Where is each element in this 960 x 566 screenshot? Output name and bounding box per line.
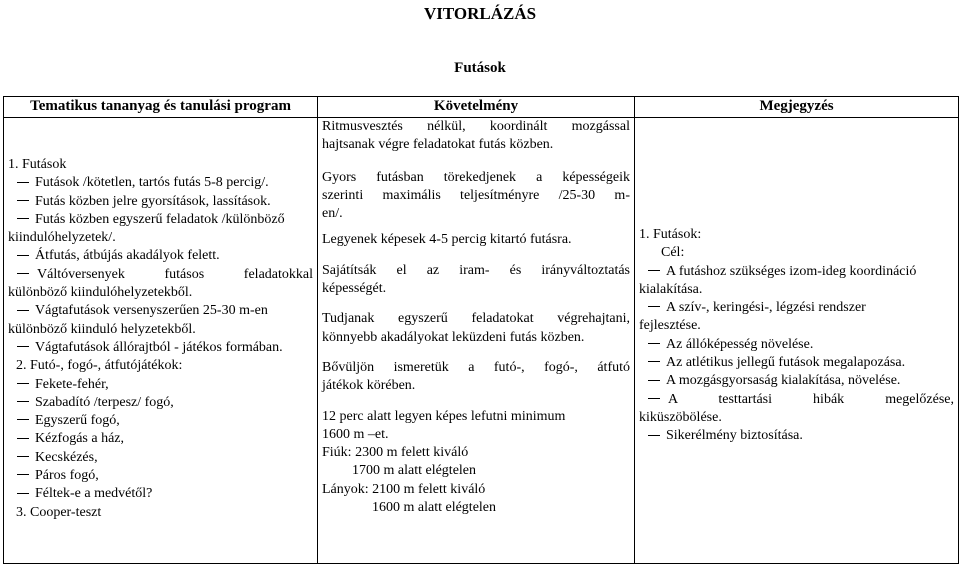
requirement-line: Bővüljön ismeretük a futó-, fogó-, átfutó <box>322 359 630 375</box>
header-note: Megjegyzés <box>635 97 959 118</box>
topic-item: Szabadító /terpesz/ fogó, <box>8 394 313 412</box>
header-topic: Tematikus tananyag és tanulási program <box>4 97 318 118</box>
note-cell <box>635 118 959 564</box>
topic-item: Kézfogás a ház, <box>8 430 313 448</box>
note-item: A testtartási hibák megelőzése, <box>639 391 954 409</box>
requirement-line: Tudjanak egyszerű feladatokat végrehajtani, <box>322 311 630 327</box>
dash-bullet-icon <box>17 200 29 201</box>
topic-item: Vágtafutások versenyszerűen 25-30 m-en <box>8 302 313 320</box>
topic-item: Vágtafutások állórajtból - játékos formában. <box>8 339 313 357</box>
dash-bullet-icon <box>648 435 660 436</box>
note-line: kiküszöbölése. <box>639 409 722 425</box>
dash-bullet-icon <box>648 361 660 362</box>
requirement-line: Lányok: 2100 m felett kiváló <box>322 481 486 497</box>
dash-bullet-icon <box>648 270 660 271</box>
note-item: Az állóképesség növelése. <box>639 336 954 354</box>
topic-item: Futások /kötetlen, tartós futás 5-8 percig/. <box>8 174 313 192</box>
dash-bullet-icon <box>17 456 29 457</box>
requirement-line: hajtsanak végre feladatokat futás közben. <box>322 137 554 153</box>
note-item: A szív-, keringési-, légzési rendszer <box>639 299 954 317</box>
dash-bullet-icon <box>648 398 660 399</box>
requirement-line: képességét. <box>322 281 387 297</box>
requirement-line: en/. <box>322 206 343 222</box>
dash-bullet-icon <box>17 493 29 494</box>
requirement-line: Legyenek képesek 4-5 percig kitartó futásra. <box>322 232 572 248</box>
requirement-line: 1600 m alatt elégtelen <box>372 500 497 516</box>
dash-bullet-icon <box>648 343 660 344</box>
requirement-line: Ritmusvesztés nélkül, koordinált mozgással <box>322 119 630 134</box>
dash-bullet-icon <box>17 383 29 384</box>
topic-line: 3. Cooper-teszt <box>16 504 102 520</box>
dash-bullet-icon <box>648 306 660 307</box>
requirement-cell <box>318 118 635 564</box>
curriculum-table <box>3 96 959 564</box>
note-line: 1. Futások: <box>639 227 702 242</box>
requirement-line: 12 perc alatt legyen képes lefutni minimum <box>322 408 566 424</box>
topic-line: 2. Futó-, fogó-, átfutójátékok: <box>16 358 183 374</box>
header-requirement: Követelmény <box>318 97 635 118</box>
note-line: Cél: <box>661 245 685 261</box>
note-line: fejlesztése. <box>639 318 701 334</box>
requirement-line: Sajátítsák el az iram- és irányváltoztatás <box>322 262 630 278</box>
topic-line: kiindulóhelyzetek/. <box>8 230 116 246</box>
dash-bullet-icon <box>17 401 29 402</box>
requirement-line: Fiúk: 2300 m felett kiváló <box>322 445 469 461</box>
note-item: Az atlétikus jellegű futások megalapozása. <box>639 354 954 372</box>
requirement-line: 1600 m –et. <box>322 426 389 442</box>
topic-item: Váltóversenyek futásos feladatokkal <box>8 266 313 284</box>
topic-item: Futás közben egyszerű feladatok /különböző <box>8 211 313 229</box>
requirement-line: szerinti maximális teljesítményre /25-30 m- <box>322 187 630 203</box>
note-item: Sikerélmény biztosítása. <box>639 427 954 445</box>
dash-bullet-icon <box>17 182 29 183</box>
dash-bullet-icon <box>17 310 29 311</box>
note-item: A mozgásgyorsaság kialakítása, növelése. <box>639 372 954 390</box>
dash-bullet-icon <box>17 346 29 347</box>
dash-bullet-icon <box>17 438 29 439</box>
requirement-line: könnyebb akadályokat leküzdeni futás közben. <box>322 329 585 345</box>
topic-line: különböző kiinduló helyzetekből. <box>8 321 196 337</box>
topic-item: Átfutás, átbújás akadályok felett. <box>8 247 313 265</box>
table-header-row <box>4 97 959 118</box>
topic-line: 1. Futások <box>8 157 67 172</box>
page-title: VITORLÁZÁS <box>423 4 537 23</box>
topic-item: Kecskézés, <box>8 449 313 467</box>
dash-bullet-icon <box>17 419 29 420</box>
dash-bullet-icon <box>17 255 29 256</box>
section-subtitle: Futások <box>454 60 506 76</box>
topic-item: Egyszerű fogó, <box>8 412 313 430</box>
dash-bullet-icon <box>17 273 29 274</box>
requirement-line: 1700 m alatt elégtelen <box>352 463 477 479</box>
requirement-line: játékok körében. <box>322 378 416 394</box>
note-item: A futáshoz szükséges izom-ideg koordináció <box>639 263 954 281</box>
dash-bullet-icon <box>17 474 29 475</box>
dash-bullet-icon <box>648 380 660 381</box>
topic-item: Páros fogó, <box>8 467 313 485</box>
topic-line: különböző kiindulóhelyzetekből. <box>8 285 193 301</box>
dash-bullet-icon <box>17 218 29 219</box>
topic-cell <box>4 118 318 564</box>
note-line: kialakítása. <box>639 281 703 297</box>
topic-item: Fekete-fehér, <box>8 376 313 394</box>
requirement-line: Gyors futásban törekedjenek a képességeik <box>322 169 630 185</box>
table-row <box>4 118 959 564</box>
topic-item: Futás közben jelre gyorsítások, lassítások. <box>8 193 313 211</box>
topic-item: Féltek-e a medvétől? <box>8 485 313 503</box>
